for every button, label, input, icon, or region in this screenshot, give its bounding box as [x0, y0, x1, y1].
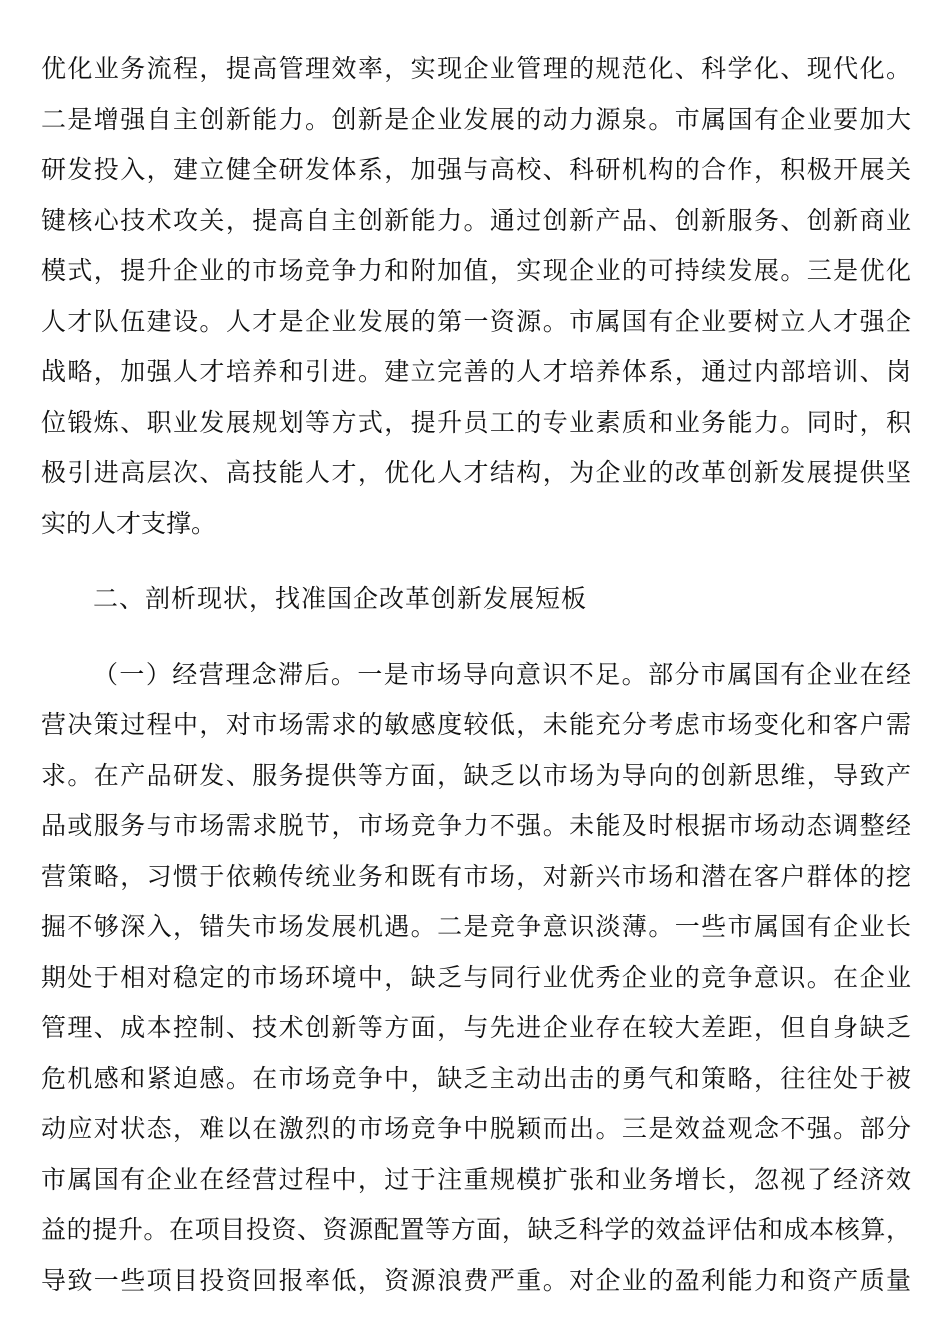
- text-line: 导致一些项目投资回报率低，资源浪费严重。对企业的盈利能力和资产质量: [41, 1265, 911, 1295]
- text-line: 掘不够深入，错失市场发展机遇。二是竞争意识淡薄。一些市属国有企业长: [41, 912, 911, 941]
- text-line: 求。在产品研发、服务提供等方面，缺乏以市场为导向的创新思维，导致产: [41, 760, 911, 790]
- text-line: 营决策过程中，对市场需求的敏感度较低，未能充分考虑市场变化和客户需: [41, 710, 911, 739]
- text-line: 模式，提升企业的市场竞争力和附加值，实现企业的可持续发展。三是优化: [41, 256, 911, 285]
- text-line: 二是增强自主创新能力。创新是企业发展的动力源泉。市属国有企业要加大: [41, 104, 911, 134]
- text-line: （一）经营理念滞后。一是市场导向意识不足。部分市属国有企业在经: [93, 659, 911, 689]
- text-line: 管理、成本控制、技术创新等方面，与先进企业存在较大差距，但自身缺乏: [41, 1013, 911, 1042]
- text-line: 市属国有企业在经营过程中，过于注重规模扩张和业务增长，忽视了经济效: [41, 1164, 911, 1194]
- text-line: 极引进高层次、高技能人才，优化人才结构，为企业的改革创新发展提供坚: [41, 458, 911, 487]
- text-line: 战略，加强人才培养和引进。建立完善的人才培养体系，通过内部培训、岗: [41, 357, 911, 386]
- text-line: 键核心技术攻关，提高自主创新能力。通过创新产品、创新服务、创新商业: [41, 205, 911, 235]
- text-line: 动应对状态，难以在激烈的市场竞争中脱颖而出。三是效益观念不强。部分: [41, 1114, 911, 1143]
- text-line: 品或服务与市场需求脱节，市场竞争力不强。未能及时根据市场动态调整经: [41, 811, 911, 840]
- paragraph-business-philosophy: [41, 650, 911, 1307]
- text-line: 位锻炼、职业发展规划等方式，提升员工的专业素质和业务能力。同时，积: [41, 407, 911, 437]
- paragraph-gap: [41, 549, 911, 574]
- text-line: 益的提升。在项目投资、资源配置等方面，缺乏科学的效益评估和成本核算，: [41, 1215, 911, 1244]
- text-line: 研发投入，建立健全研发体系，加强与高校、科研机构的合作，积极开展关: [41, 155, 911, 184]
- text-line: 实的人才支撑。: [41, 508, 217, 538]
- text-line: 期处于相对稳定的市场环境中，缺乏与同行业优秀企业的竞争意识。在企业: [41, 962, 911, 992]
- text-line: 人才队伍建设。人才是企业发展的第一资源。市属国有企业要树立人才强企: [41, 306, 911, 336]
- text-line: 营策略，习惯于依赖传统业务和既有市场，对新兴市场和潜在客户群体的挖: [41, 861, 911, 891]
- paragraph-gap: [41, 625, 911, 650]
- paragraph-talent-innovation: [41, 44, 911, 549]
- document-page: [41, 44, 911, 1306]
- text-line: 优化业务流程，提高管理效率，实现企业管理的规范化、科学化、现代化。: [41, 54, 911, 83]
- text-line: 危机感和紧迫感。在市场竞争中，缺乏主动出击的勇气和策略，往往处于被: [41, 1063, 911, 1093]
- section-heading: 二、剖析现状，找准国企改革创新发展短板: [93, 584, 588, 613]
